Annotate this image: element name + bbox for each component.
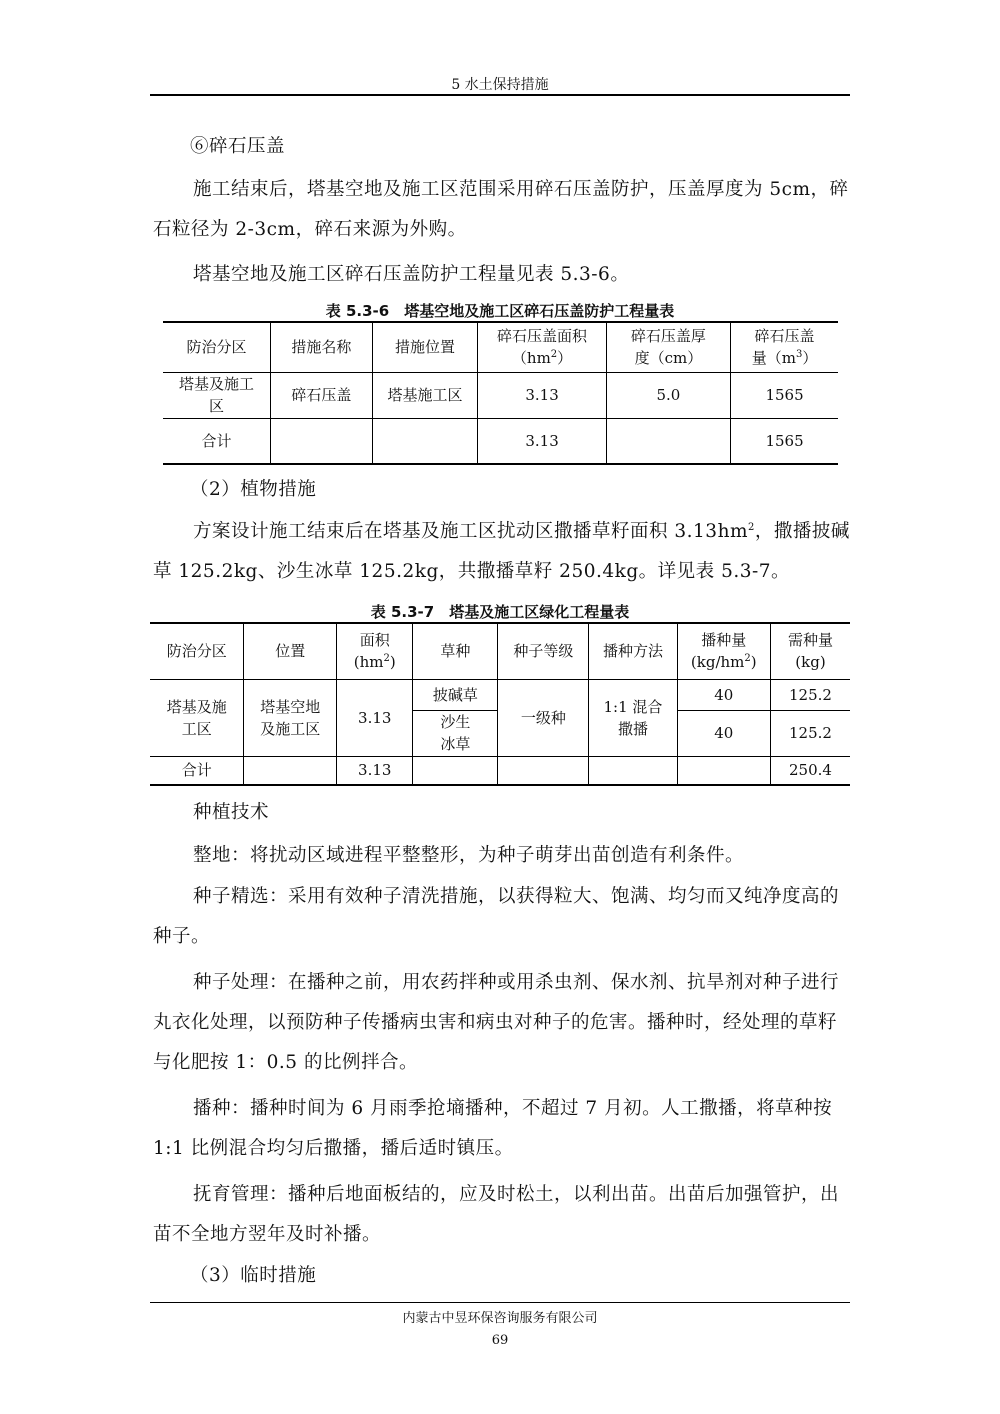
table-cell: 1565	[731, 418, 838, 464]
table-row-total	[163, 418, 838, 464]
header-cell: 防治分区	[150, 623, 244, 679]
table-cell: 250.4	[770, 756, 850, 785]
table-cell: 125.2	[770, 679, 850, 710]
table-cell	[606, 418, 730, 464]
running-header: 5 水土保持措施	[451, 77, 549, 93]
paragraph-gravel-cover: 施工结束后，塔基空地及施工区范围采用碎石压盖防护，压盖厚度为 5cm，碎石粒径为 2-3cm，碎石来源为外购。	[153, 179, 849, 240]
table-cell	[372, 418, 478, 464]
header-rule	[150, 94, 850, 96]
table-row	[150, 679, 850, 710]
paragraph-seed-treatment: 种子处理：在播种之前，用农药拌种或用杀虫剂、保水剂、抗旱剂对种子进行丸衣化处理，以预防种子传播病虫害和病虫对种子的危害。播种时，经处理的草籽与化肥按 1：0.5 的比例拌合。	[153, 972, 840, 1073]
table-row	[163, 372, 838, 418]
paragraph-seed-selection: 种子精选：采用有效种子清洗措施，以获得粒大、饱满、均匀而又纯净度高的种子。	[153, 886, 840, 947]
paragraph-sowing: 播种：播种时间为 6 月雨季抢墒播种，不超过 7 月初。人工撒播，将草种按 1:1 比例混合均匀后撒播，播后适时镇压。	[153, 1098, 833, 1159]
table-cell: 40	[677, 679, 770, 710]
planting-tech-title: 种植技术	[193, 802, 270, 823]
table-cell: 3.13	[478, 418, 606, 464]
header-cell: 播种方法	[589, 623, 677, 679]
table-cell: 125.2	[770, 710, 850, 756]
header-cell: 碎石压盖厚 度（cm）	[606, 322, 730, 372]
table-cell: 塔基及施工区	[163, 372, 271, 418]
header-cell: 碎石压盖面积 $(hm^2)$	[478, 322, 606, 372]
greening-table	[150, 622, 850, 786]
table-cell: 合计	[150, 756, 244, 785]
header-cell: 种子等级	[498, 623, 589, 679]
page-number: 69	[491, 1333, 509, 1348]
page-footer	[150, 1308, 850, 1352]
table-cell: 碎石压盖	[271, 372, 373, 418]
header-cell: 措施位置	[372, 322, 478, 372]
header-cell: 面积 $(hm^2)$	[337, 623, 413, 679]
table-cell: 塔基及施工区	[150, 679, 244, 756]
section-heading-plant: （2）植物措施	[190, 479, 317, 500]
table-cell: 一级种	[498, 679, 589, 756]
table-cell: 5.0	[606, 372, 730, 418]
company-name: 内蒙古中昱环保咨询服务有限公司	[402, 1311, 598, 1326]
header-cell: 位置	[244, 623, 337, 679]
table-cell	[413, 756, 498, 785]
header-cell: 播种量 $(kg/hm^2)$	[677, 623, 770, 679]
table-cell: 塔基空地及施工区	[244, 679, 337, 756]
header-cell: 防治分区	[163, 322, 271, 372]
table-cell: 1565	[731, 372, 838, 418]
table-cell	[498, 756, 589, 785]
header-cell: 草种	[413, 623, 498, 679]
footer-rule	[150, 1302, 850, 1303]
table-caption: 表 5.3-7 塔基及施工区绿化工程量表	[370, 603, 630, 621]
table-cell	[589, 756, 677, 785]
table-cell	[677, 756, 770, 785]
table-cell: 披碱草	[413, 679, 498, 710]
table-row-total	[150, 756, 850, 785]
header-cell: 需种量 (kg)	[770, 623, 850, 679]
section-heading-gravel: ⑥碎石压盖	[190, 136, 286, 157]
table-cell: 3.13	[478, 372, 606, 418]
table-cell: 沙生冰草	[413, 710, 498, 756]
gravel-table	[163, 321, 838, 465]
section-heading-temporary: （3）临时措施	[190, 1265, 317, 1286]
table-cell	[271, 418, 373, 464]
table-cell: 塔基施工区	[372, 372, 478, 418]
table-caption: 表 5.3-6 塔基空地及施工区碎石压盖防护工程量表	[325, 302, 675, 320]
table-cell	[244, 756, 337, 785]
table-cell: 3.13	[337, 679, 413, 756]
table-cell: 3.13	[337, 756, 413, 785]
table-cell: 1:1 混合撒播	[589, 679, 677, 756]
table-cell: 40	[677, 710, 770, 756]
header-cell: 碎石压盖 量$(m^3)$	[731, 322, 838, 372]
table-cell: 合计	[163, 418, 271, 464]
paragraph-maintenance: 抚育管理：播种后地面板结的，应及时松土，以利出苗。出苗后加强管护，出苗不全地方翌年及时补播。	[153, 1184, 840, 1245]
paragraph-table-ref: 塔基空地及施工区碎石压盖防护工程量见表 5.3-6。	[193, 264, 630, 285]
paragraph-seeding: 方案设计施工结束后在塔基及施工区扰动区撒播草籽面积 $3.13hm^2$，撒播披碱草 125.2kg、沙生冰草 125.2kg，共撒播草籽 250.4kg。详见表 5.3-7。	[153, 521, 850, 582]
paragraph-land-prep: 整地：将扰动区域进程平整整形，为种子萌芽出苗创造有利条件。	[193, 845, 745, 866]
header-cell: 措施名称	[271, 322, 373, 372]
